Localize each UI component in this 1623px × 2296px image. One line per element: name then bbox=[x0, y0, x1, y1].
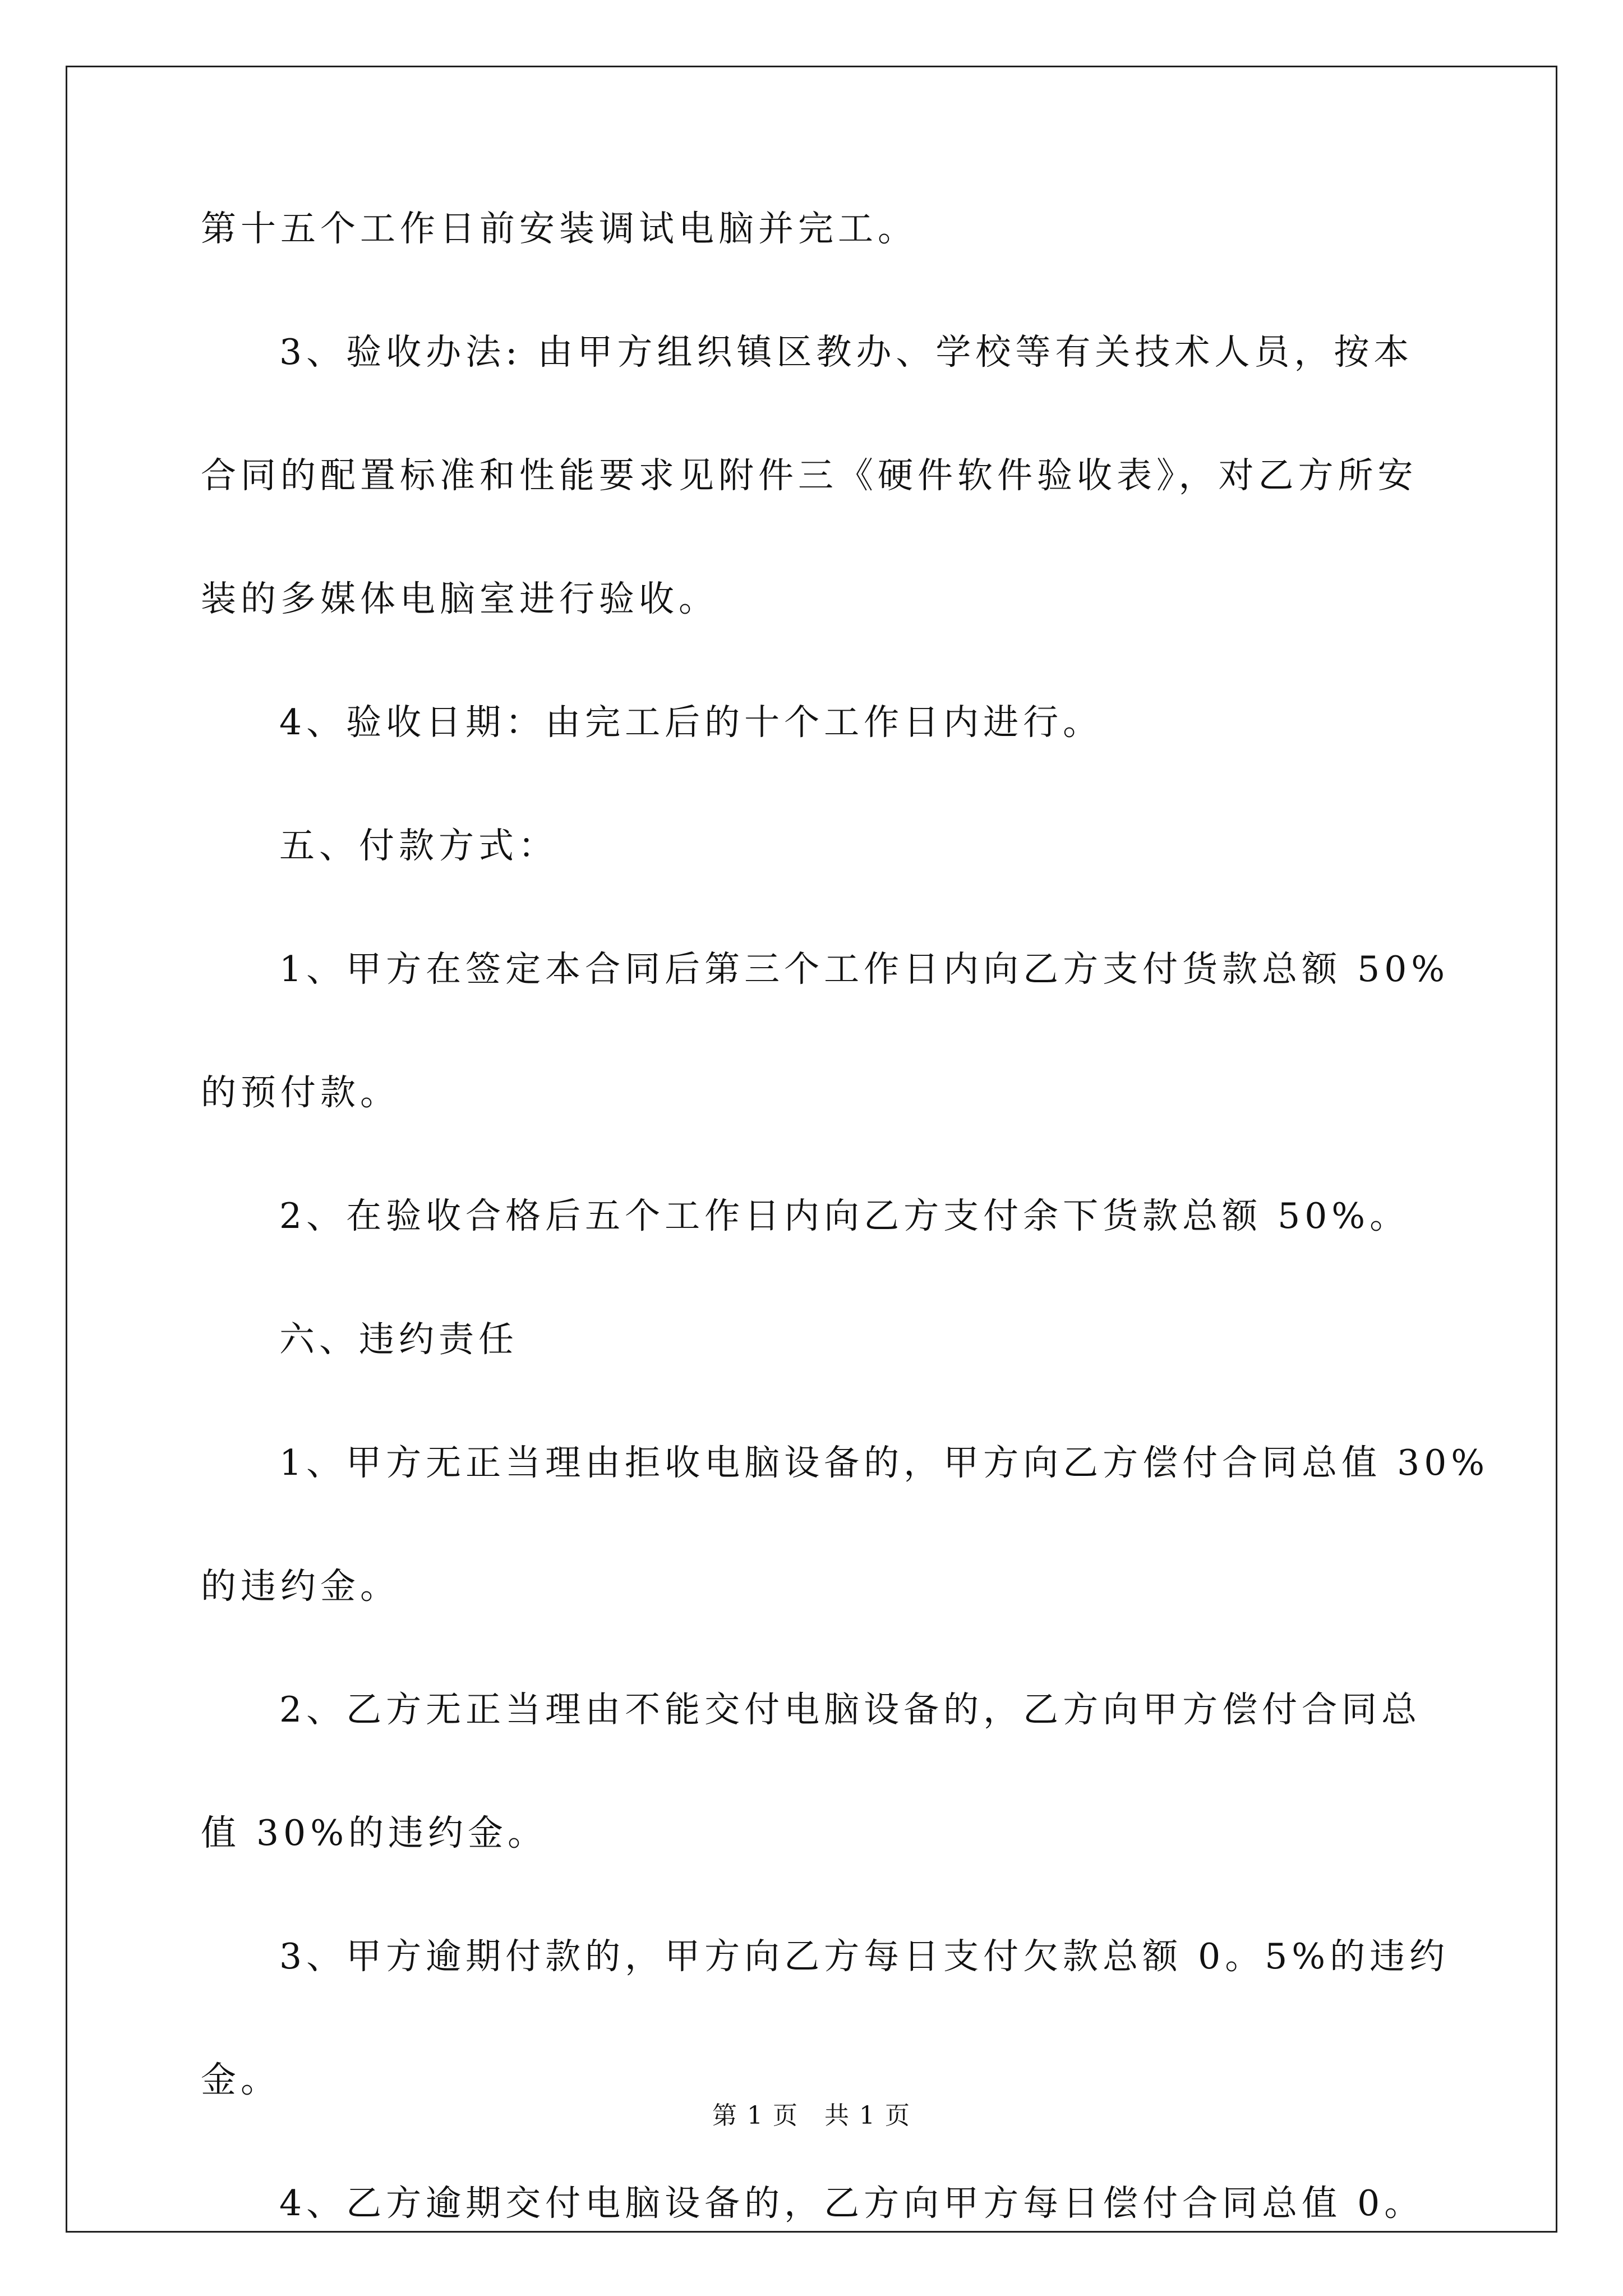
section-heading: 五、付款方式： bbox=[279, 825, 558, 866]
text-line: 3、甲方逾期付款的，甲方向乙方每日支付欠款总额 0。5%的违约 bbox=[279, 1936, 1450, 1977]
section-heading: 六、违约责任 bbox=[279, 1319, 518, 1360]
text-line: 1、甲方在签定本合同后第三个工作日内向乙方支付货款总额 50% bbox=[279, 949, 1450, 990]
text-line: 2、乙方无正当理由不能交付电脑设备的，乙方向甲方偿付合同总 bbox=[279, 1689, 1422, 1730]
text-line: 2、在验收合格后五个工作日内向乙方支付余下货款总额 50%。 bbox=[279, 1195, 1410, 1236]
text-line: 金。 bbox=[201, 2059, 280, 2100]
text-line: 4、乙方逾期交付电脑设备的，乙方向甲方每日偿付合同总值 0。 bbox=[279, 2183, 1424, 2224]
text-line: 合同的配置标准和性能要求见附件三《硬件软件验收表》，对乙方所安 bbox=[201, 455, 1418, 496]
text-line: 值 30%的违约金。 bbox=[201, 1812, 548, 1853]
page-number-footer: 第 1 页 共 1 页 bbox=[712, 2101, 911, 2130]
text-line: 的预付款。 bbox=[201, 1072, 400, 1113]
text-line: 3、验收办法: 由甲方组织镇区教办、学校等有关技术人员，按本 bbox=[279, 332, 1414, 372]
text-line: 1、甲方无正当理由拒收电脑设备的，甲方向乙方偿付合同总值 30% bbox=[279, 1442, 1490, 1483]
text-line: 装的多媒体电脑室进行验收。 bbox=[201, 578, 718, 619]
text-line: 4、验收日期：由完工后的十个工作日内进行。 bbox=[279, 702, 1103, 743]
text-line: 第十五个工作日前安装调试电脑并完工。 bbox=[201, 208, 917, 249]
text-line: 的违约金。 bbox=[201, 1566, 400, 1607]
page-border bbox=[66, 66, 1557, 2233]
